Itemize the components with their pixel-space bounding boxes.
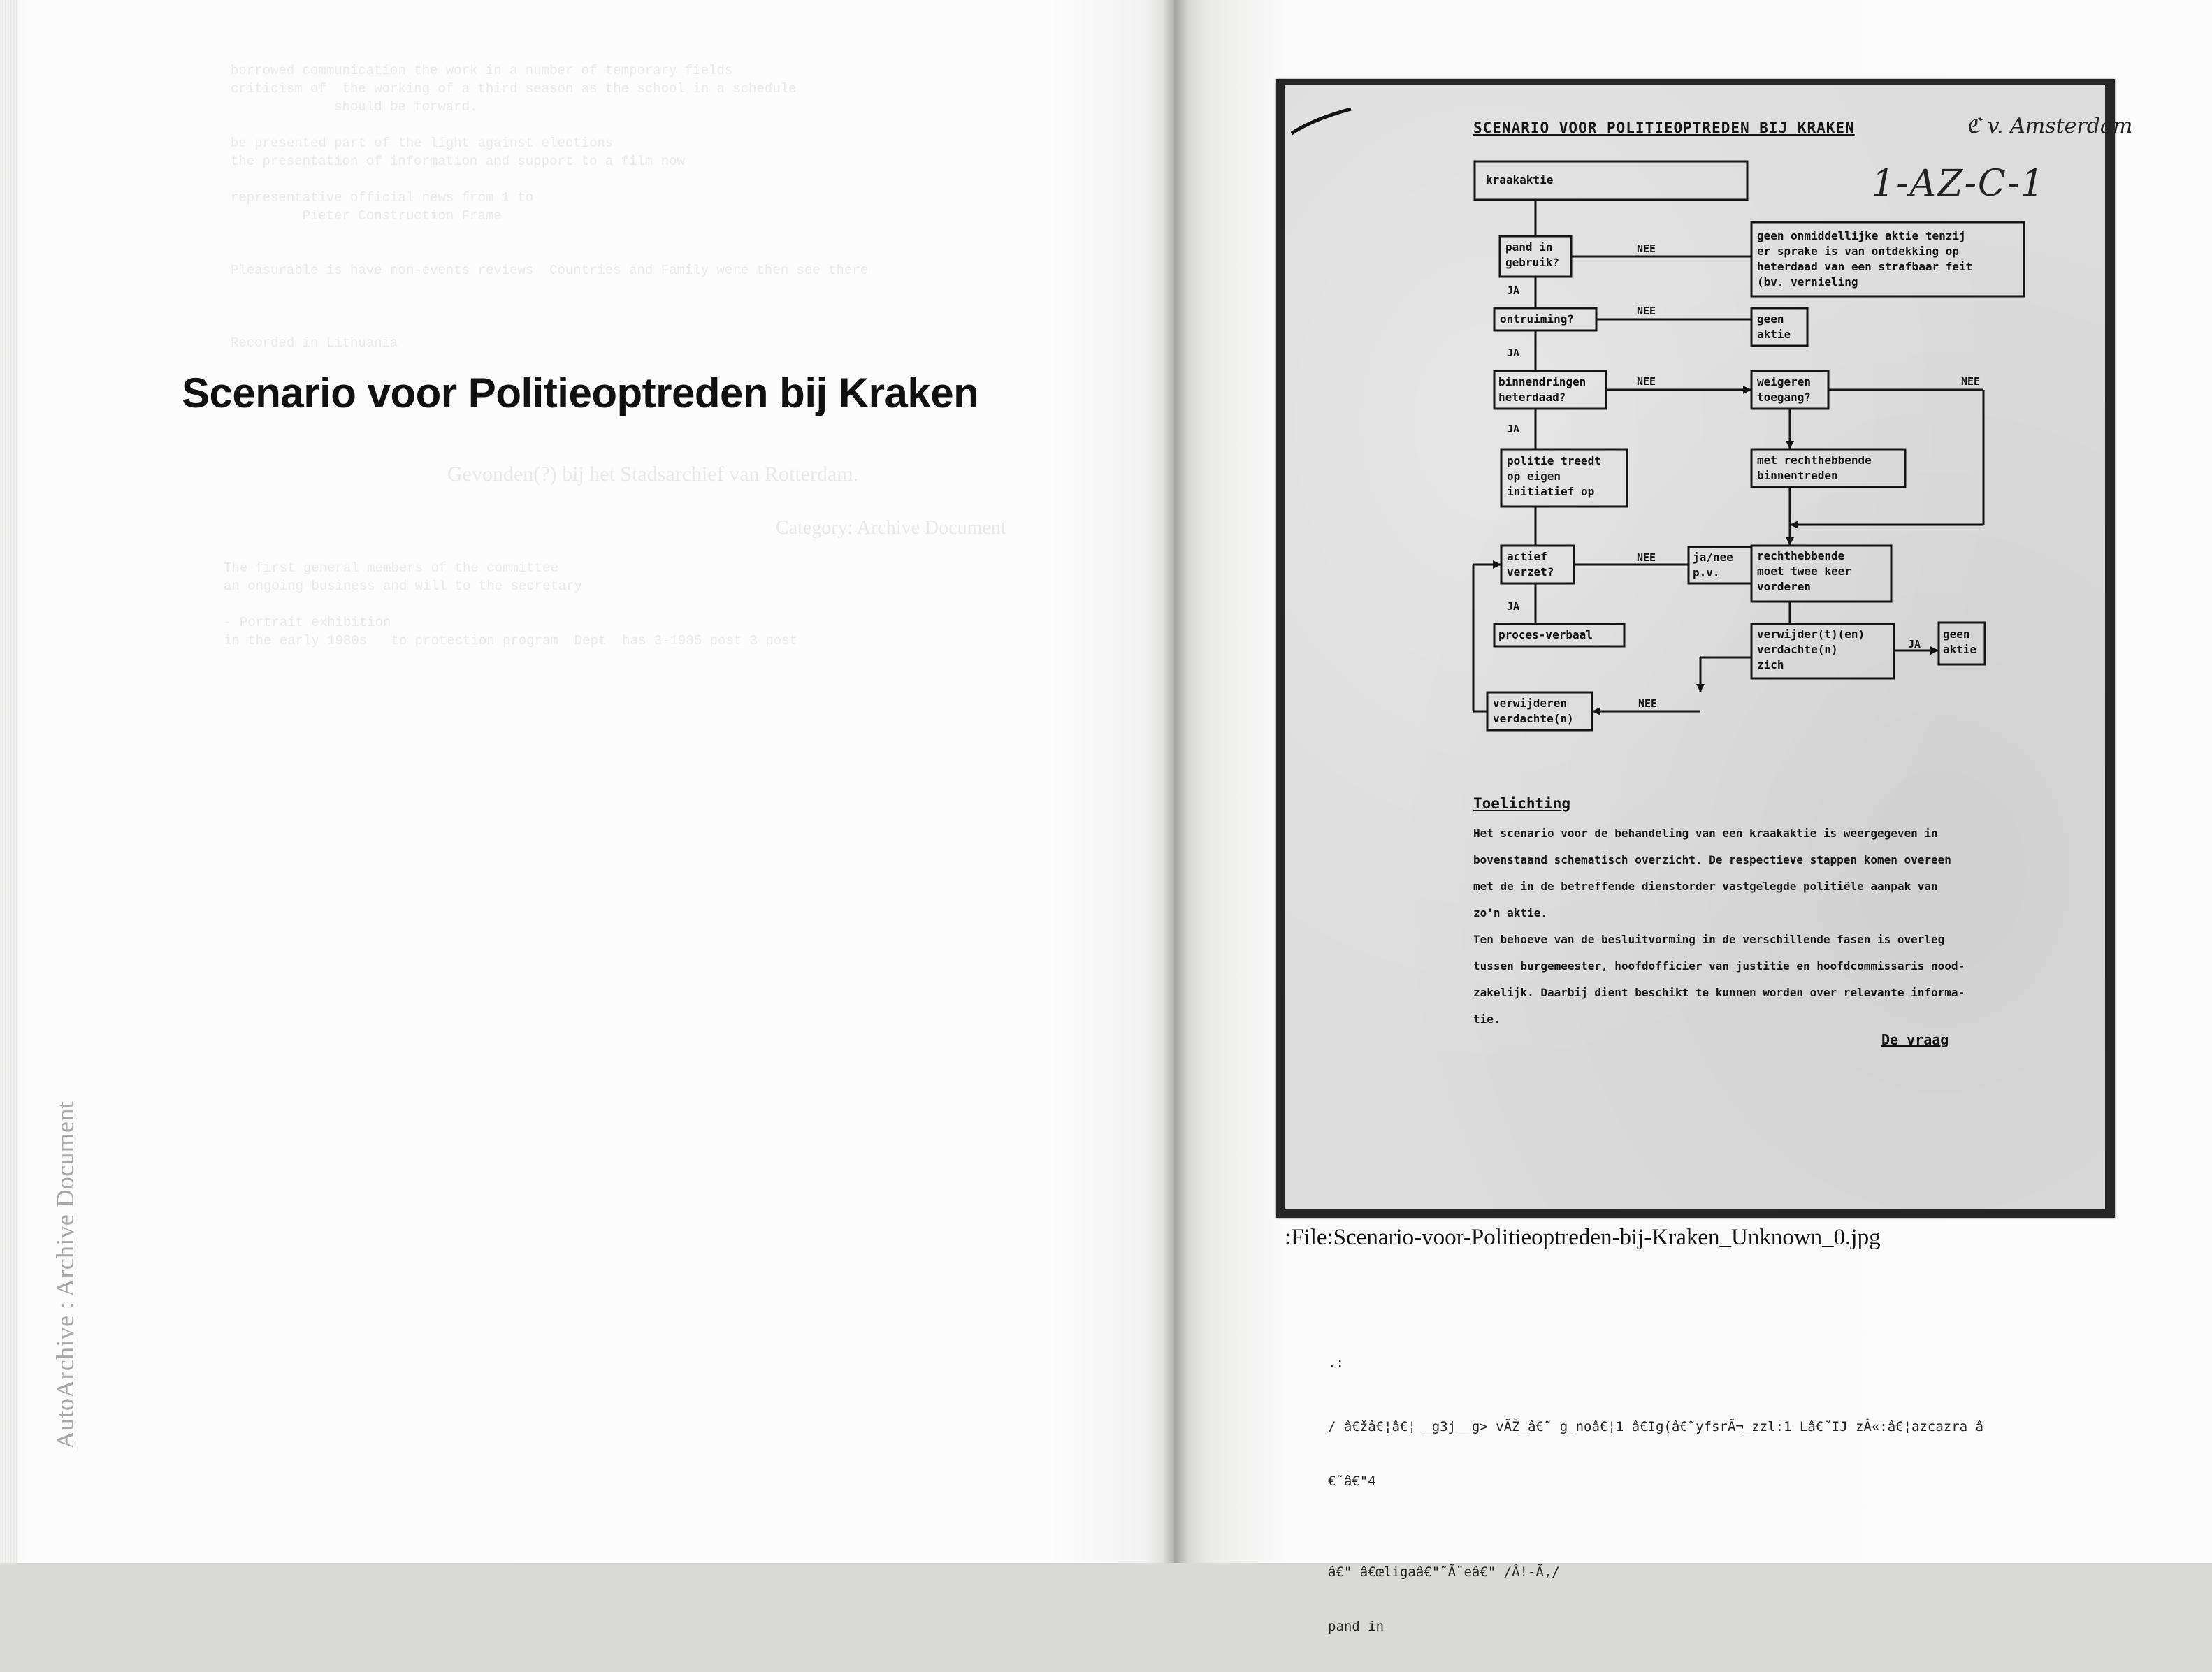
bleed-through-line: borrowed communication the work in a number of temporary fields bbox=[231, 63, 733, 78]
page-title: Scenario voor Politieoptreden bij Kraken bbox=[182, 370, 979, 416]
flow-label-nee: NEE bbox=[1638, 697, 1658, 710]
ocr-line: / â€žâ€¦â€¦ _g3j__g> vÃŽ_â€˜ g_noâ€¦1 â€Ig(â€˜yfsrÃ¬_zzl:1 Lâ€˜IJ zÂ«:â€¦azcazra â bbox=[1328, 1419, 1983, 1434]
flow-label-ja: JA bbox=[1908, 638, 1921, 650]
flow-label-nee: NEE bbox=[1637, 375, 1656, 388]
bleed-through-line bbox=[231, 116, 868, 134]
bleed-through-line: the presentation of information and support to a film now bbox=[231, 154, 685, 169]
bleed-through-line: Pleasurable is have non-events reviews Countries and Family were then see there bbox=[231, 263, 869, 278]
bleed-through-line: - Portrait exhibition bbox=[224, 615, 391, 630]
flow-box-ontruiming: ontruiming? bbox=[1500, 312, 1574, 326]
flow-box-verwijder-verdachte: verwijder(t)(en) verdachte(n) zich bbox=[1757, 627, 1865, 671]
explanation-heading: Toelichting bbox=[1473, 795, 1571, 812]
flow-box-rechthebbende-vorderen: rechthebbende moet twee keer vorderen bbox=[1757, 549, 1851, 593]
ocr-line: .: bbox=[1328, 1355, 1344, 1370]
explanation-section bbox=[1473, 795, 2074, 1033]
explanation-body: Het scenario voor de behandeling van een kraakaktie is weergegeven in bovenstaand schematisch overzicht. De respectieve stappen komen overeen met de in de betreffende dienstorder vastgelegde politiële aanpak van zo'n aktie. Ten behoeve van de besluitvorming in de verschillende fasen is overleg tussen burgemeester, hoofdofficier van justitie en hoofdcommissaris nood- zakelijk. Daarbij dient beschikt te kunnen worden over relevante informa- tie. bbox=[1473, 827, 1965, 1026]
flow-label-ja: JA bbox=[1507, 600, 1520, 613]
bleed-through-line: criticism of the working of a third season as the school in a schedule bbox=[231, 81, 797, 96]
bleed-through-category: Category: Archive Document bbox=[776, 517, 1006, 539]
flow-box-ja-nee-pv: ja/nee p.v. bbox=[1693, 551, 1733, 579]
bleed-through-line bbox=[231, 316, 868, 334]
flow-box-proces-verbaal: proces-verbaal bbox=[1498, 628, 1593, 641]
flow-label-ja: JA bbox=[1507, 347, 1520, 359]
memo-heading: SCENARIO VOOR POLITIEOPTREDEN BIJ KRAKEN bbox=[1473, 119, 1855, 136]
flow-label-ja: JA bbox=[1507, 284, 1520, 297]
flow-label-ja: JA bbox=[1507, 423, 1520, 435]
handwritten-reference-code: 1-AZ-C-1 bbox=[1872, 163, 2046, 205]
ocr-line: pand in bbox=[1328, 1619, 1385, 1634]
flow-box-kraakaktie: kraakaktie bbox=[1486, 173, 1554, 187]
ocr-line: €˜â€"4 bbox=[1328, 1474, 1376, 1489]
bleed-through-line bbox=[231, 170, 868, 189]
handwritten-signature: ℭ v. Amsterdam bbox=[1966, 114, 2133, 138]
bleed-through-line bbox=[231, 243, 868, 261]
flow-label-nee: NEE bbox=[1637, 305, 1656, 317]
bleed-through-line: representative official news from 1 to bbox=[231, 190, 534, 205]
bleed-through-line: be presented part of the light against elections bbox=[231, 136, 614, 151]
page-edge-texture bbox=[0, 0, 18, 1563]
bleed-through-line: in the early 1980s to protection program Dept has 3-1985 post 3 post bbox=[224, 633, 797, 648]
flow-box-binnendringen: binnendringen heterdaad? bbox=[1498, 375, 1586, 404]
book-gutter-shadow bbox=[1163, 0, 1188, 1563]
flow-label-nee: NEE bbox=[1637, 242, 1656, 255]
flow-box-met-rechthebbende: met rechthebbende binnentreden bbox=[1757, 453, 1872, 482]
memo-footer-de-vraag: De vraag bbox=[1881, 1031, 1949, 1048]
ocr-line: â€" â€œligaâ€"˜Ã¨eâ€" /Â!-Ã,/ bbox=[1328, 1564, 1560, 1580]
bleed-through-line: The first general members of the committee bbox=[224, 560, 558, 576]
scanned-memo-paper bbox=[1285, 85, 2133, 1209]
ocr-text-block bbox=[1328, 1317, 2125, 1672]
flow-box-pand-in-gebruik: pand in gebruik? bbox=[1505, 240, 1560, 269]
bleed-through-line bbox=[231, 279, 868, 298]
flow-box-verwijderen-verdachte: verwijderen verdachte(n) bbox=[1493, 697, 1574, 725]
flow-box-geen-aktie-tenzij: geen onmiddellijke aktie tenzij er sprake is van ontdekking op heterdaad van een strafbaar feit (bv. vernieling bbox=[1757, 229, 1973, 289]
scanned-document-image bbox=[1276, 79, 2133, 1218]
flow-label-nee: NEE bbox=[1637, 551, 1656, 564]
archive-spine-label: AutoArchive : Archive Document bbox=[51, 1101, 79, 1449]
bleed-through-heading: Gevonden(?) bij het Stadsarchief van Rotterdam. bbox=[447, 463, 859, 486]
bleed-through-line bbox=[224, 595, 797, 613]
bleed-through-text bbox=[231, 61, 868, 352]
bleed-through-line: Pieter Construction Frame bbox=[231, 208, 502, 224]
bleed-through-line: Recorded in Lithuania bbox=[231, 335, 398, 351]
flow-box-politie-treedt-op: politie treedt op eigen initiatief op bbox=[1507, 454, 1601, 498]
bleed-through-line: an ongoing business and will to the secretary bbox=[224, 579, 583, 594]
flow-box-actief-verzet: actief verzet? bbox=[1507, 550, 1554, 579]
flow-box-weigeren-toegang: weigeren toegang? bbox=[1757, 375, 1812, 404]
flowchart-lines bbox=[1285, 85, 2105, 1209]
left-page bbox=[0, 0, 1174, 1563]
bleed-through-line bbox=[231, 225, 868, 243]
flow-label-nee: NEE bbox=[1961, 375, 1981, 388]
bleed-through-line: should be forward. bbox=[231, 99, 478, 115]
flow-box-geen-aktie-2: geen aktie bbox=[1943, 627, 1977, 656]
bleed-through-line bbox=[231, 298, 868, 316]
bleed-through-text-2 bbox=[224, 559, 797, 650]
image-file-caption: :File:Scenario-voor-Politieoptreden-bij-Kraken_Unknown_0.jpg bbox=[1285, 1225, 1881, 1250]
flow-box-geen-aktie: geen aktie bbox=[1757, 312, 1791, 341]
